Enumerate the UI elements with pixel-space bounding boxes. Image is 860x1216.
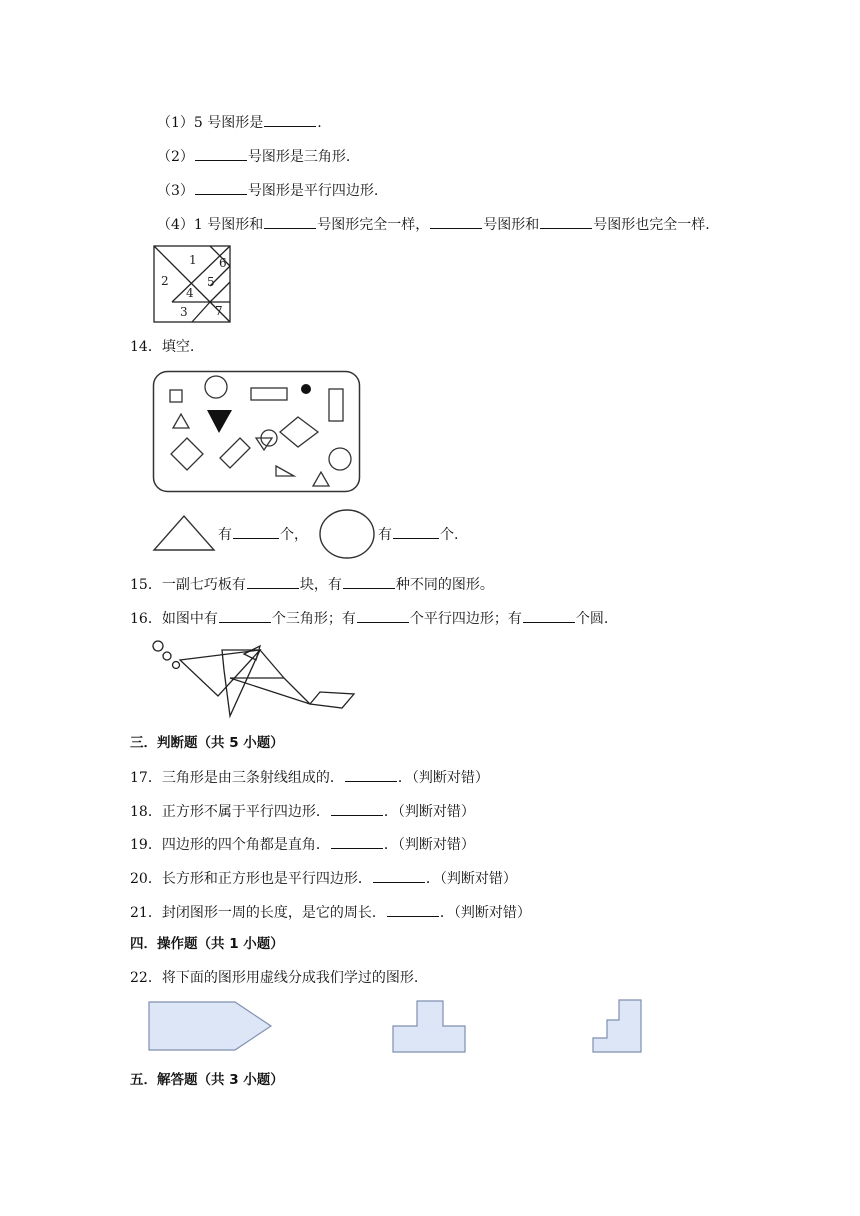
section-3-heading: 三．判断题（共 5 小题）: [130, 735, 284, 751]
q13-line-4: （4）1 号图形和 号图形完全一样， 号图形和 号图形也完全一样.: [157, 214, 710, 234]
answer-blank[interactable]: [345, 767, 397, 782]
q21-text: 21．封闭图形一周的长度，是它的周长． ．（判断对错）: [130, 902, 531, 922]
answer-blank[interactable]: [195, 180, 247, 195]
answer-blank[interactable]: [264, 214, 316, 229]
circle-figure: [318, 508, 378, 560]
q13-line-2: （2） 号图形是三角形.: [157, 146, 350, 166]
answer-blank[interactable]: [393, 524, 439, 539]
q16-text: 16．如图中有 个三角形；有 个平行四边形；有 个圆.: [130, 608, 608, 628]
answer-blank[interactable]: [331, 801, 383, 816]
answer-blank[interactable]: [387, 902, 439, 917]
answer-blank[interactable]: [357, 608, 409, 623]
q22-shapes-figure: [145, 996, 655, 1058]
answer-blank[interactable]: [233, 524, 279, 539]
answer-blank[interactable]: [247, 574, 299, 589]
answer-blank[interactable]: [373, 868, 425, 883]
section-5-heading: 五．解答题（共 3 小题）: [130, 1072, 284, 1088]
q14-triangle-answer: 有 个，: [218, 524, 308, 544]
answer-blank[interactable]: [430, 214, 482, 229]
q15-text: 15．一副七巧板有 块，有 种不同的图形。: [130, 574, 494, 594]
q13-line-3: （3） 号图形是平行四边形.: [157, 180, 378, 200]
tangram-boat-figure: [150, 634, 360, 720]
q19-text: 19．四边形的四个角都是直角． ．（判断对错）: [130, 834, 475, 854]
answer-blank[interactable]: [264, 112, 316, 127]
tangram-label-4: 4: [186, 286, 194, 300]
q20-text: 20．长方形和正方形也是平行四边形． ．（判断对错）: [130, 868, 517, 888]
section-4-heading: 四．操作题（共 1 小题）: [130, 936, 284, 952]
tangram-label-6: 6: [219, 256, 227, 270]
answer-blank[interactable]: [343, 574, 395, 589]
t-shape: [393, 1001, 465, 1052]
q13-line-1: （1）5 号图形是 .: [157, 112, 322, 132]
triangle-figure: [152, 512, 216, 552]
q17-text: 17．三角形是由三条射线组成的． ．（判断对错）: [130, 767, 489, 787]
answer-blank[interactable]: [195, 146, 247, 161]
pentagon-arrow-shape: [149, 1002, 271, 1050]
tangram-label-1: 1: [189, 253, 197, 267]
shapes-box-figure: [152, 370, 362, 494]
q14-circle-answer: 有 个.: [378, 524, 458, 544]
tangram-label-3: 3: [180, 305, 188, 319]
answer-blank[interactable]: [219, 608, 271, 623]
answer-blank[interactable]: [540, 214, 592, 229]
tangram-label-2: 2: [161, 274, 169, 288]
q18-text: 18．正方形不属于平行四边形． ．（判断对错）: [130, 801, 475, 821]
tangram-label-7: 7: [215, 304, 223, 318]
tangram-figure: [152, 244, 232, 324]
q22-text: 22．将下面的图形用虚线分成我们学过的图形.: [130, 970, 419, 986]
answer-blank[interactable]: [523, 608, 575, 623]
answer-blank[interactable]: [331, 834, 383, 849]
q14-title: 14．填空.: [130, 339, 195, 355]
staircase-shape: [593, 1000, 641, 1052]
tangram-label-5: 5: [207, 275, 215, 289]
